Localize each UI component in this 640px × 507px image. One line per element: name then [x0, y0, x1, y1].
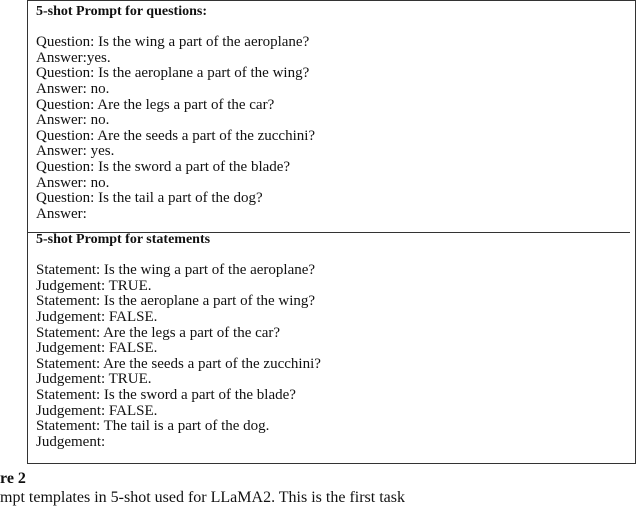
questions-prompt-section [36, 4, 315, 222]
prompt-line: Statement: Is the aeroplane a part of the wing? [36, 293, 316, 310]
statements-prompt-lines [36, 263, 321, 450]
prompt-line: Answer: no. [36, 174, 110, 191]
prompt-line: Question: Are the legs a part of the car? [36, 96, 275, 113]
prompt-line: Question: Is the aeroplane a part of the wing? [36, 65, 310, 82]
prompt-line: Answer: no. [36, 112, 110, 129]
prompt-line: Judgement: [36, 433, 106, 450]
questions-prompt-title: 5-shot Prompt for questions: [36, 4, 207, 19]
prompt-line: Question: Is the sword a part of the blade? [36, 158, 291, 175]
questions-prompt-lines [36, 35, 315, 222]
prompt-line: Answer: [36, 205, 87, 222]
prompt-line: Judgement: FALSE. [36, 340, 158, 357]
prompt-line: Statement: Is the wing a part of the aeroplane? [36, 262, 316, 279]
prompt-line: Statement: The tail is a part of the dog. [36, 418, 270, 435]
prompt-line: Question: Are the seeds a part of the zucchini? [36, 127, 316, 144]
figure-caption-text: mpt templates in 5-shot used for LLaMA2. This is the first task [0, 489, 405, 506]
prompt-line: Answer: no. [36, 80, 110, 97]
prompt-line: Statement: Is the sword a part of the blade? [36, 386, 296, 403]
statements-prompt-section [36, 232, 321, 450]
prompt-line: Question: Is the tail a part of the dog? [36, 190, 263, 207]
prompt-line: Question: Is the wing a part of the aeroplane? [36, 34, 310, 51]
prompt-line: Statement: Are the legs a part of the car? [36, 324, 281, 341]
prompt-line: Statement: Are the seeds a part of the zucchini? [36, 355, 321, 372]
prompt-line: Answer:yes. [36, 49, 111, 66]
prompt-line: Judgement: FALSE. [36, 308, 158, 325]
prompt-line: Judgement: TRUE. [36, 371, 152, 388]
statements-prompt-title: 5-shot Prompt for statements [36, 232, 211, 247]
prompt-line: Judgement: FALSE. [36, 402, 158, 419]
prompt-line: Judgement: TRUE. [36, 277, 152, 294]
figure-caption-label: re 2 [0, 470, 26, 487]
prompt-line: Answer: yes. [36, 143, 115, 160]
